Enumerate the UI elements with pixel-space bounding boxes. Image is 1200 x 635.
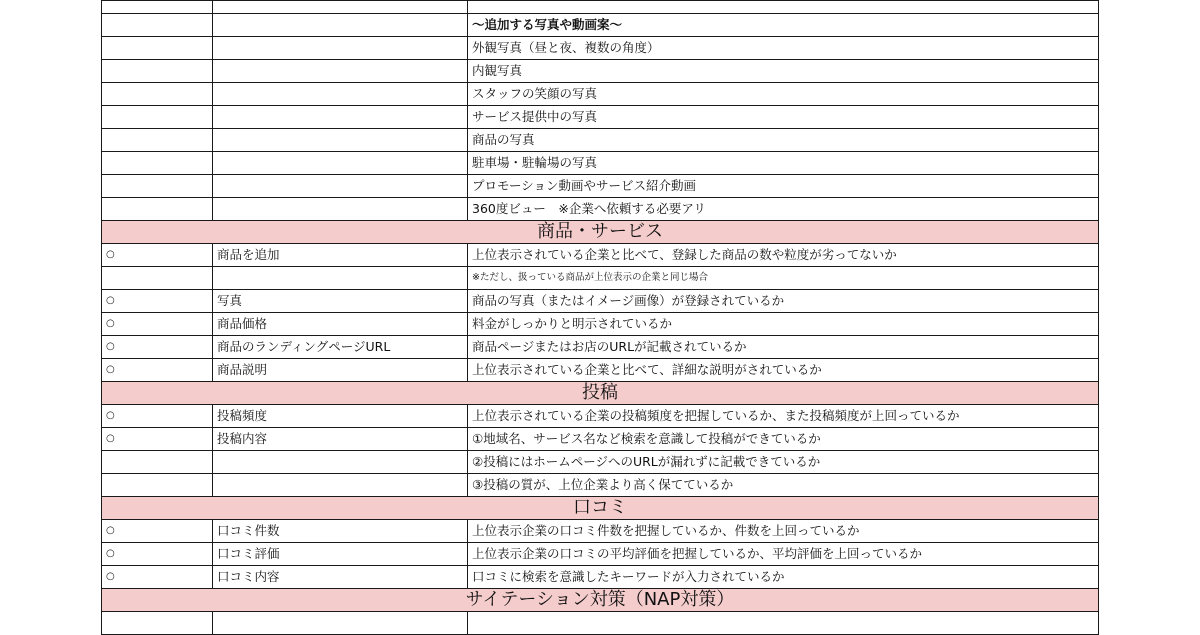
photo-idea-item[interactable]: 商品の写真 <box>468 129 1099 152</box>
check-mark-cell[interactable]: ○ <box>102 428 213 451</box>
cell[interactable] <box>102 612 213 635</box>
description-cell[interactable]: 上位表示されている企業と比べて、詳細な説明がされているか <box>468 359 1099 382</box>
item-name-cell[interactable]: 投稿内容 <box>213 428 468 451</box>
cell[interactable] <box>213 106 468 129</box>
cell[interactable] <box>213 1 468 14</box>
check-mark-cell[interactable] <box>102 474 213 497</box>
photo-idea-item[interactable]: スタッフの笑顔の写真 <box>468 83 1099 106</box>
description-cell[interactable]: 料金がしっかりと明示されているか <box>468 313 1099 336</box>
table-row <box>102 60 1099 83</box>
table-row <box>102 1 1099 14</box>
table-row <box>102 175 1099 198</box>
cell[interactable] <box>213 60 468 83</box>
table-row <box>102 267 1099 290</box>
table-row <box>102 451 1099 474</box>
check-mark-cell[interactable]: ○ <box>102 520 213 543</box>
table-row <box>102 129 1099 152</box>
description-cell[interactable]: ①地域名、サービス名など検索を意識して投稿ができているか <box>468 428 1099 451</box>
cell[interactable] <box>102 83 213 106</box>
cell[interactable] <box>213 175 468 198</box>
item-name-cell[interactable]: 商品のランディングページURL <box>213 336 468 359</box>
cell[interactable] <box>102 60 213 83</box>
check-mark-cell[interactable] <box>102 267 213 290</box>
table-row <box>102 83 1099 106</box>
photo-idea-item[interactable]: 360度ビュー ※企業へ依頼する必要アリ <box>468 198 1099 221</box>
cell[interactable] <box>102 152 213 175</box>
item-name-cell[interactable] <box>213 267 468 290</box>
section-title[interactable]: 商品・サービス <box>102 221 1099 244</box>
check-mark-cell[interactable]: ○ <box>102 336 213 359</box>
photo-idea-item[interactable]: 外観写真（昼と夜、複数の角度） <box>468 37 1099 60</box>
section-header-row <box>102 382 1099 405</box>
check-mark-cell[interactable]: ○ <box>102 405 213 428</box>
table-row <box>102 313 1099 336</box>
description-cell[interactable]: ※ただし、扱っている商品が上位表示の企業と同じ場合 <box>468 267 1099 290</box>
item-name-cell[interactable]: 口コミ評価 <box>213 543 468 566</box>
item-name-cell[interactable]: 商品説明 <box>213 359 468 382</box>
checklist-table <box>101 0 1099 635</box>
cell[interactable] <box>102 37 213 60</box>
table-row <box>102 543 1099 566</box>
table-row <box>102 405 1099 428</box>
section-header-row <box>102 221 1099 244</box>
item-name-cell[interactable] <box>213 451 468 474</box>
table-row <box>102 290 1099 313</box>
check-mark-cell[interactable]: ○ <box>102 290 213 313</box>
cell[interactable] <box>468 612 1099 635</box>
item-name-cell[interactable]: 口コミ件数 <box>213 520 468 543</box>
cell[interactable] <box>213 612 468 635</box>
table-row <box>102 37 1099 60</box>
description-cell[interactable]: 商品の写真（またはイメージ画像）が登録されているか <box>468 290 1099 313</box>
cell[interactable] <box>102 129 213 152</box>
cell[interactable] <box>468 1 1099 14</box>
cell[interactable] <box>213 37 468 60</box>
item-name-cell[interactable]: 商品価格 <box>213 313 468 336</box>
section-title[interactable]: 口コミ <box>102 497 1099 520</box>
description-cell[interactable]: 商品ページまたはお店のURLが記載されているか <box>468 336 1099 359</box>
description-cell[interactable]: 口コミに検索を意識したキーワードが入力されているか <box>468 566 1099 589</box>
description-cell[interactable]: 上位表示されている企業と比べて、登録した商品の数や粒度が劣ってないか <box>468 244 1099 267</box>
check-mark-cell[interactable]: ○ <box>102 566 213 589</box>
check-mark-cell[interactable]: ○ <box>102 543 213 566</box>
description-cell[interactable]: 上位表示されている企業の投稿頻度を把握しているか、また投稿頻度が上回っているか <box>468 405 1099 428</box>
photo-idea-item[interactable]: 駐車場・駐輪場の写真 <box>468 152 1099 175</box>
cell[interactable] <box>213 198 468 221</box>
cell[interactable] <box>213 83 468 106</box>
table-row <box>102 612 1099 635</box>
photo-idea-item[interactable]: プロモーション動画やサービス紹介動画 <box>468 175 1099 198</box>
table-row <box>102 106 1099 129</box>
table-row <box>102 336 1099 359</box>
section-title[interactable]: サイテーション対策（NAP対策） <box>102 589 1099 612</box>
checklist-body <box>102 1 1099 635</box>
check-mark-cell[interactable]: ○ <box>102 313 213 336</box>
cell[interactable] <box>102 198 213 221</box>
section-header-row <box>102 497 1099 520</box>
section-header-row <box>102 589 1099 612</box>
cell[interactable] <box>213 129 468 152</box>
photo-ideas-heading[interactable]: ～追加する写真や動画案～ <box>468 14 1099 37</box>
photo-idea-item[interactable]: 内観写真 <box>468 60 1099 83</box>
table-row <box>102 198 1099 221</box>
cell[interactable] <box>213 152 468 175</box>
table-row <box>102 359 1099 382</box>
cell[interactable] <box>102 1 213 14</box>
check-mark-cell[interactable]: ○ <box>102 359 213 382</box>
item-name-cell[interactable] <box>213 474 468 497</box>
table-row <box>102 474 1099 497</box>
table-row <box>102 152 1099 175</box>
description-cell[interactable]: 上位表示企業の口コミの平均評価を把握しているか、平均評価を上回っているか <box>468 543 1099 566</box>
item-name-cell[interactable]: 写真 <box>213 290 468 313</box>
cell[interactable] <box>102 106 213 129</box>
description-cell[interactable]: ②投稿にはホームページへのURLが漏れずに記載できているか <box>468 451 1099 474</box>
table-row <box>102 14 1099 37</box>
section-title[interactable]: 投稿 <box>102 382 1099 405</box>
description-cell[interactable]: 上位表示企業の口コミ件数を把握しているか、件数を上回っているか <box>468 520 1099 543</box>
photo-idea-item[interactable]: サービス提供中の写真 <box>468 106 1099 129</box>
check-mark-cell[interactable] <box>102 451 213 474</box>
item-name-cell[interactable]: 投稿頻度 <box>213 405 468 428</box>
item-name-cell[interactable]: 商品を追加 <box>213 244 468 267</box>
cell[interactable] <box>102 175 213 198</box>
table-row <box>102 566 1099 589</box>
table-row <box>102 244 1099 267</box>
item-name-cell[interactable]: 口コミ内容 <box>213 566 468 589</box>
cell[interactable] <box>102 14 213 37</box>
cell[interactable] <box>213 14 468 37</box>
check-mark-cell[interactable]: ○ <box>102 244 213 267</box>
table-row <box>102 520 1099 543</box>
table-row <box>102 428 1099 451</box>
description-cell[interactable]: ③投稿の質が、上位企業より高く保てているか <box>468 474 1099 497</box>
